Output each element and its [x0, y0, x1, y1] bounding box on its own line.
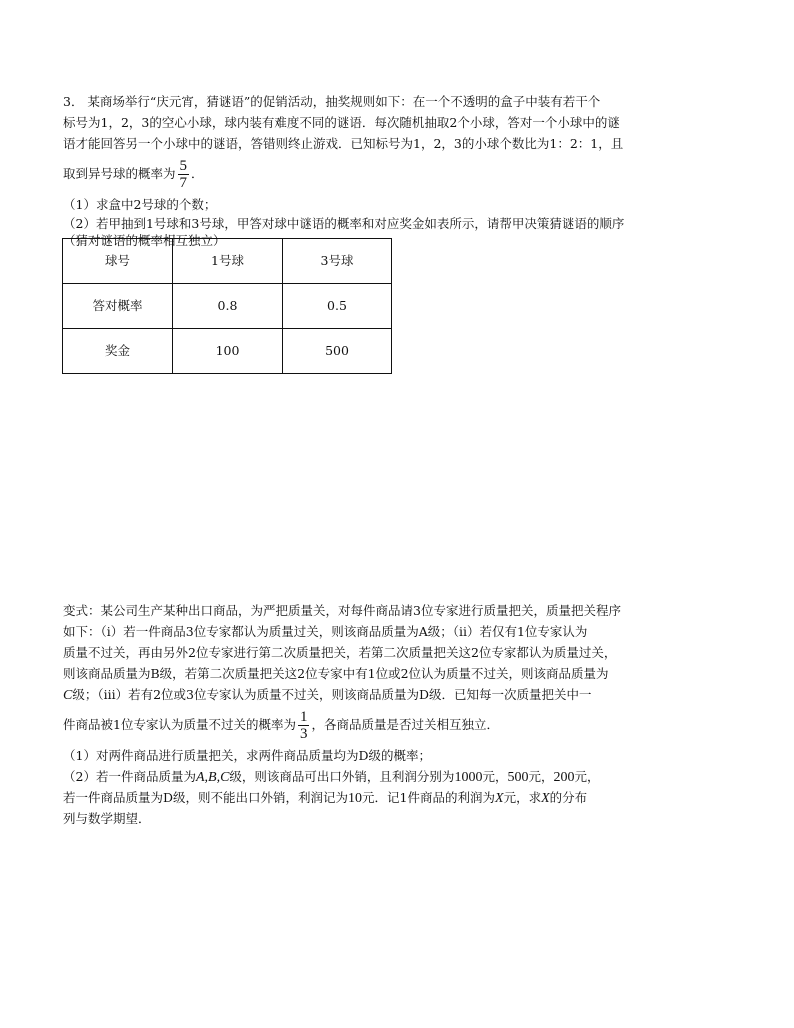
- table-header-cell: 球号: [63, 239, 173, 284]
- variant-line-6: [63, 705, 743, 745]
- table-row: [63, 329, 392, 374]
- grade-abc-symbols: A,B,C: [195, 770, 230, 785]
- q3-line-1: 3． 某商场举行“庆元宵，猜谜语”的促销活动，抽奖规则如下：在一个不透明的盒子中装有若干个: [63, 94, 601, 109]
- unit-text: 元，: [528, 769, 554, 784]
- variant-part-2-text: 元，求: [503, 790, 542, 805]
- profit-value: 1000: [454, 770, 483, 785]
- q3-part-2-note: （猜对谜语的概率相互独立）: [63, 233, 226, 248]
- table-header-cell: 1号球: [173, 239, 283, 284]
- variant-line-3: 质量不过关，再由另外2位专家进行第二次质量把关，若第二次质量把关这2位专家都认为质量过关，: [63, 645, 617, 660]
- variant-part-2-text: 若一件商品质量为D级，则不能出口外销，利润记为: [63, 790, 349, 805]
- q3-period: ．: [191, 166, 204, 181]
- variant-part-1: （1）对两件商品进行质量把关，求两件商品质量均为D级的概率；: [63, 748, 431, 763]
- variant-part-2-text: 级，则该商品可出口外销，且利润分别为: [229, 769, 455, 784]
- profit-value: 500: [507, 770, 529, 785]
- unit-text: 元，: [574, 769, 600, 784]
- variable-x: X: [541, 791, 550, 806]
- variant-part-2-text: 元．记1件商品的利润为: [362, 790, 495, 805]
- variant-line-1: 变式：某公司生产某种出口商品，为严把质量关，对每件商品请3位专家进行质量把关，质量把关程序: [63, 603, 621, 618]
- unit-text: 元，: [482, 769, 508, 784]
- q3-prob-text: 取到异号球的概率为: [63, 166, 176, 181]
- variant-part-2: [63, 766, 743, 787]
- table-cell: 100: [173, 329, 283, 374]
- variant-question: [63, 600, 743, 829]
- variant-line-2: 如下：（i）若一件商品3位专家都认为质量过关，则该商品质量为A级；（ii）若仅有1位专家认为: [63, 624, 588, 639]
- question-3: [63, 91, 743, 249]
- fraction-denominator: 3: [299, 726, 308, 742]
- table-cell: 答对概率: [63, 284, 173, 329]
- probability-prize-table: [62, 238, 392, 374]
- table-cell: 500: [283, 329, 392, 374]
- q3-part-2: （2）若甲抽到1号球和3号球，甲答对球中谜语的概率和对应奖金如表所示，请帮甲决策猜谜语的顺序: [63, 216, 625, 231]
- variant-line-6-end: ，各商品质量是否过关相互独立．: [311, 717, 499, 732]
- fraction-one-third: [298, 709, 310, 742]
- q3-line-2: 标号为1，2，3的空心小球，球内装有难度不同的谜语．每次随机抽取2个小球，答对一个小球中的谜: [63, 115, 620, 130]
- fraction-denominator: 7: [179, 175, 188, 191]
- grade-c-symbol: C: [63, 688, 73, 703]
- table-header-cell: 3号球: [283, 239, 392, 284]
- table-row: [63, 284, 392, 329]
- q3-part-1: （1）求盒中2号球的个数；: [63, 197, 217, 212]
- fraction-five-sevenths: [178, 158, 190, 191]
- variant-part-2-end: 列与数学期望．: [63, 811, 151, 826]
- table-cell: 0.8: [173, 284, 283, 329]
- q3-line-3: 语才能回答另一个小球中的谜语，答错则终止游戏．已知标号为1，2，3的小球个数比为1：2：1，且: [63, 136, 624, 151]
- profit-value: 10: [348, 791, 363, 806]
- variant-part-2-text: 的分布: [549, 790, 588, 805]
- variant-line-5: [63, 684, 743, 705]
- variant-prob-text: 件商品被1位专家认为质量不过关的概率为: [63, 717, 296, 732]
- fraction-numerator: 5: [179, 158, 188, 174]
- variable-x: X: [495, 791, 504, 806]
- variant-part-2-text: （2）若一件商品质量为: [63, 769, 196, 784]
- table-cell: 奖金: [63, 329, 173, 374]
- variant-line-4: 则该商品质量为B级，若第二次质量把关这2位专家中有1位或2位认为质量不过关，则该商品质量为: [63, 666, 609, 681]
- variant-part-2-cont: [63, 787, 743, 808]
- q3-line-4: [63, 154, 743, 194]
- table-cell: 0.5: [283, 284, 392, 329]
- fraction-numerator: 1: [299, 709, 308, 725]
- variant-line-5-text: 级；（iii）若有2位或3位专家认为质量不过关，则该商品质量为D级．已知每一次质量把关中一: [72, 687, 592, 702]
- profit-value: 200: [553, 770, 575, 785]
- table-header-row: [63, 239, 392, 284]
